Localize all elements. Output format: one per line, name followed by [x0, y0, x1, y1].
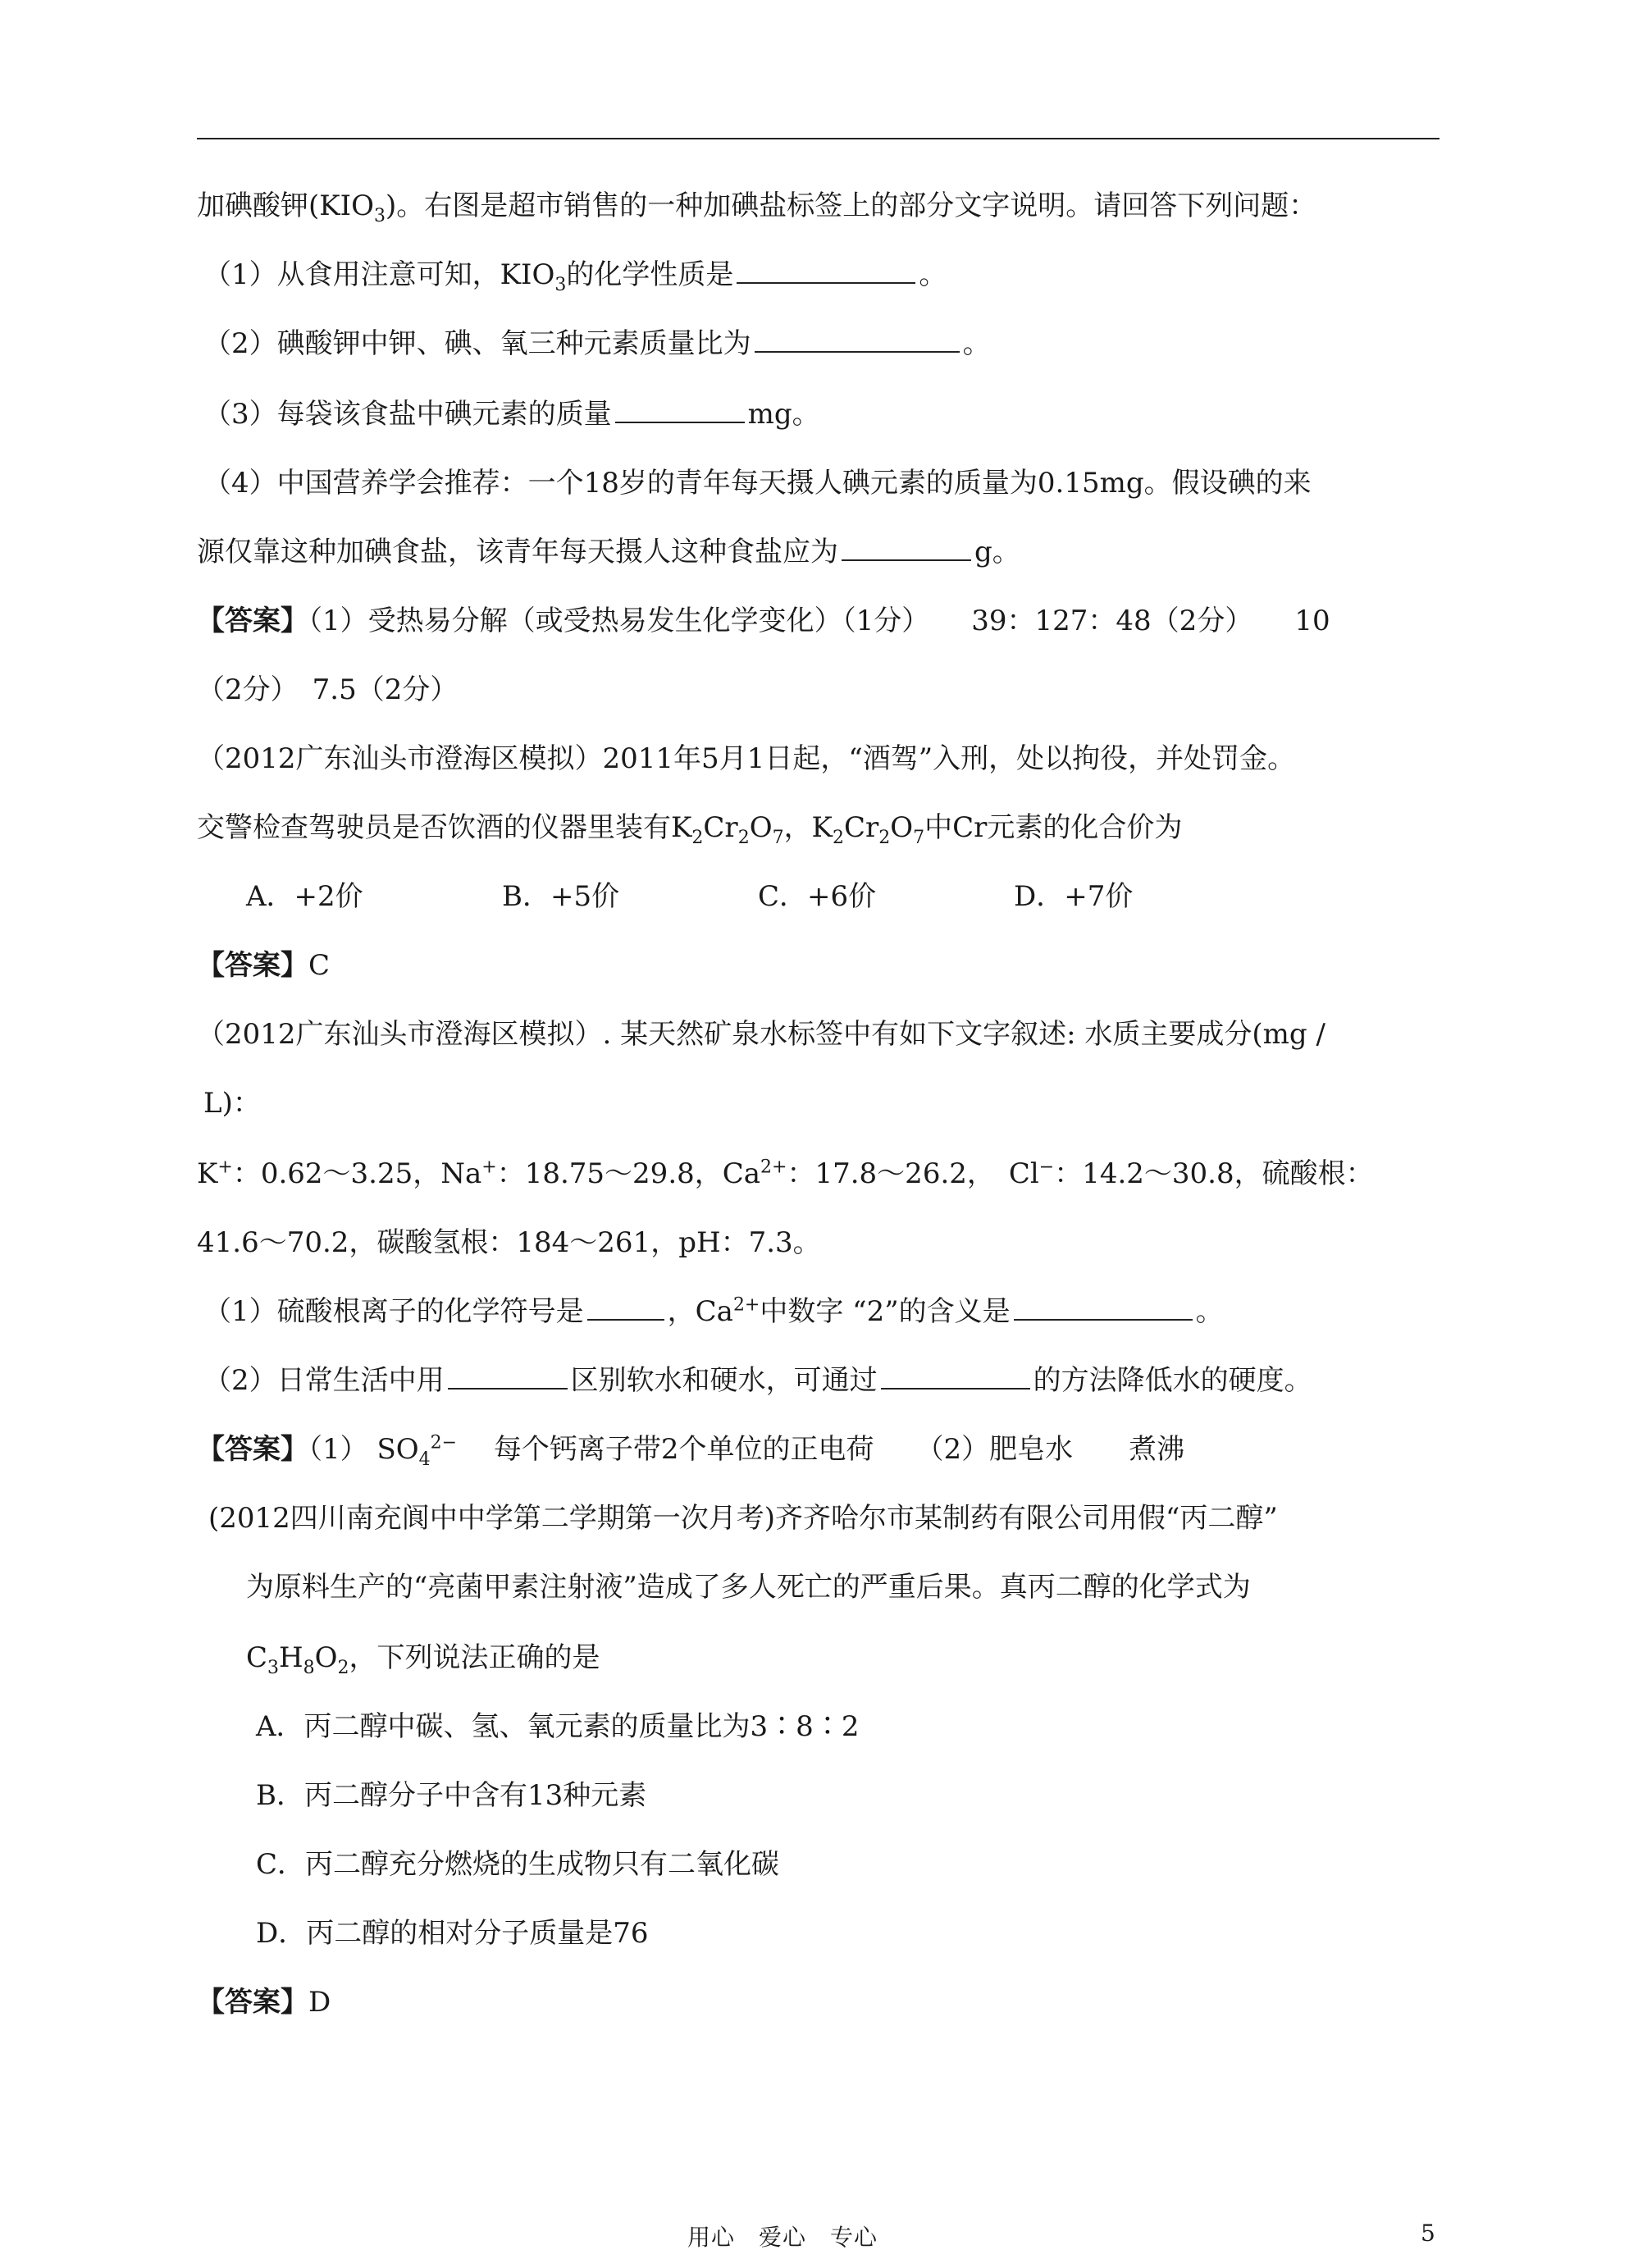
subscript: 2	[337, 1657, 349, 1678]
text-run: 中Cr元素的化合价为	[924, 811, 1183, 844]
answer-blank	[1014, 1294, 1193, 1321]
text-run: O	[314, 1641, 338, 1674]
text-run: （1）硫酸根离子的化学符号是	[203, 1295, 584, 1328]
text-run: 加碘酸钾(KIO	[197, 189, 374, 222]
text-run: 区别软水和硬水，可通过	[570, 1364, 878, 1397]
footer-motto: 用心 爱心 专心	[687, 2224, 878, 2251]
text-line	[197, 189, 1317, 226]
answer-blank	[737, 258, 915, 284]
subscript: 3	[554, 274, 567, 295]
text-run: ，Ca	[667, 1295, 733, 1328]
subscript: 3	[373, 205, 386, 226]
question-line	[203, 1294, 1224, 1329]
text-run: 源仅靠这种加碘食盐，该青年每天摄人这种食盐应为	[197, 536, 838, 568]
text-run: )。右图是超市销售的一种加碘盐标签上的部分文字说明。请回答下列问题：	[385, 189, 1317, 222]
subscript: 4	[418, 1449, 431, 1470]
superscript: +	[481, 1157, 497, 1178]
option-b: B．丙二醇分子中含有13种元素	[256, 1779, 647, 1812]
text-run: 交警检查驾驶员是否饮酒的仪器里装有K	[197, 811, 692, 844]
answer-blank	[448, 1363, 568, 1390]
superscript: +	[217, 1157, 233, 1178]
text-run: D	[308, 1986, 331, 2019]
answer-line	[197, 1432, 1185, 1470]
text-run: ：0.62～3.25，Na	[232, 1157, 482, 1190]
question-line: 为原料生产的“亮菌甲素注射液”造成了多人死亡的严重后果。真丙二醇的化学式为	[246, 1571, 1251, 1604]
text-run: 。	[1195, 1295, 1224, 1328]
text-run: K	[197, 1157, 218, 1190]
text-run: C	[246, 1641, 268, 1674]
text-run: O	[890, 811, 914, 844]
option-b: B．+5价	[502, 880, 620, 913]
text-run: C	[308, 949, 331, 982]
text-run: 。	[919, 258, 947, 291]
text-run: mg。	[747, 398, 820, 431]
text-run: （3）每袋该食盐中碘元素的质量	[203, 398, 612, 431]
answer-line	[197, 1985, 331, 2019]
answer-label: 【答案】	[197, 949, 308, 982]
text-run: Cr	[843, 811, 879, 844]
question-line: L)：	[203, 1087, 261, 1120]
subscript: 2	[691, 827, 704, 848]
question-line	[197, 535, 1020, 569]
answer-blank	[881, 1363, 1030, 1390]
subscript: 2	[878, 827, 891, 848]
text-run: ：18.75～29.8，Ca	[496, 1157, 761, 1190]
answer-line	[197, 948, 330, 983]
option-d: D．+7价	[1014, 880, 1134, 913]
question-line	[203, 1363, 1312, 1398]
text-run: ，K	[783, 811, 833, 844]
answer-label: 【答案】	[197, 1986, 308, 2019]
question-line	[197, 1157, 1374, 1191]
superscript: 2+	[760, 1157, 787, 1178]
superscript: 2−	[430, 1432, 458, 1453]
subscript: 2	[832, 827, 844, 848]
text-run: ，下列说法正确的是	[349, 1641, 600, 1674]
text-run: g。	[974, 536, 1020, 568]
subscript: 7	[772, 827, 784, 848]
subscript: 2	[737, 827, 750, 848]
question-line: （2012广东汕头市澄海区模拟）. 某天然矿泉水标签中有如下文字叙述: 水质主要成分(mg /	[197, 1018, 1325, 1051]
text-run: H	[279, 1641, 303, 1674]
question-line: （4）中国营养学会推荐：一个18岁的青年每天摄人碘元素的质量为0.15mg。假设碘的来	[203, 467, 1312, 500]
text-run: （1）受热易分解（或受热易发生化学变化）（1分） 39：127：48（2分） 10	[308, 605, 1330, 637]
text-run: （2）日常生活中用	[203, 1364, 445, 1397]
superscript: −	[1038, 1157, 1055, 1178]
text-run: Cr	[703, 811, 738, 844]
answer-blank	[755, 326, 960, 353]
text-run: ：17.8～26.2， Cl	[787, 1157, 1039, 1190]
question-line	[246, 1641, 600, 1678]
subscript: 8	[303, 1657, 315, 1678]
answer-blank	[842, 535, 971, 561]
text-run: 的方法降低水的硬度。	[1033, 1364, 1312, 1397]
answer-line: （2分） 7.5（2分）	[197, 673, 459, 706]
answer-blank	[615, 397, 745, 423]
text-run: ：14.2～30.8，硫酸根：	[1054, 1157, 1374, 1190]
question-line: (2012四川南充阆中中学第二学期第一次月考)齐齐哈尔市某制药有限公司用假“丙二醇”	[208, 1502, 1278, 1535]
question-line	[203, 258, 947, 295]
text-run: （1）从食用注意可知，KIO	[203, 258, 555, 291]
superscript: 2+	[732, 1294, 760, 1316]
option-c: C．丙二醇充分燃烧的生成物只有二氧化碳	[256, 1848, 780, 1881]
text-run: （2）碘酸钾中钾、碘、氧三种元素质量比为	[203, 327, 751, 360]
question-line	[197, 810, 1183, 848]
option-a: A．丙二醇中碳、氢、氧元素的质量比为3∶8∶2	[256, 1710, 860, 1743]
answer-blank	[587, 1294, 664, 1321]
option-a: A．+2价	[246, 880, 363, 913]
header-rule	[197, 138, 1440, 139]
option-c: C．+6价	[758, 880, 877, 913]
question-line: （2012广东汕头市澄海区模拟）2011年5月1日起，“酒驾”入刑，处以拘役，并处罚金。	[197, 742, 1296, 775]
question-line: 41.6～70.2，碳酸氢根：184～261，pH：7.3。	[197, 1226, 821, 1259]
question-line	[203, 326, 991, 361]
subscript: 3	[267, 1657, 280, 1678]
text-run: O	[749, 811, 773, 844]
text-run: 每个钙离子带2个单位的正电荷 （2）肥皂水 煮沸	[457, 1433, 1185, 1466]
subscript: 7	[913, 827, 925, 848]
answer-label: 【答案】	[197, 605, 308, 637]
question-line	[203, 397, 820, 431]
option-d: D．丙二醇的相对分子质量是76	[256, 1917, 649, 1950]
text-run: 。	[962, 327, 991, 360]
page-number: 5	[1421, 2220, 1435, 2247]
text-run: 的化学性质是	[566, 258, 734, 291]
text-run: 中数字 “2”的含义是	[760, 1295, 1011, 1328]
answer-label: 【答案】	[197, 1433, 308, 1466]
text-run: （1） SO	[308, 1433, 419, 1466]
answer-line	[197, 604, 1330, 638]
